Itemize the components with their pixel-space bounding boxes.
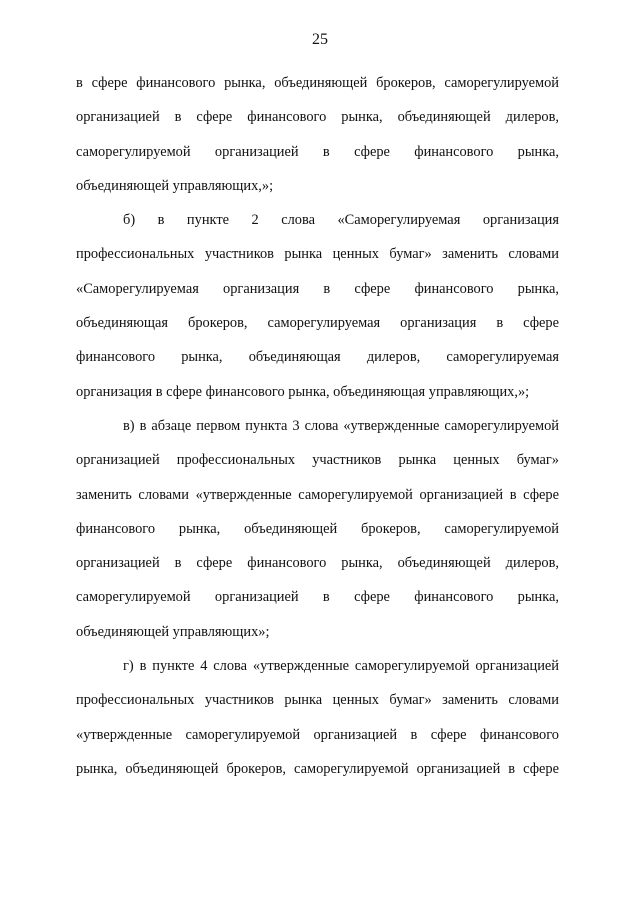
text-line: в сфере финансового рынка, объединяющей брокеров, саморегулируемой <box>76 75 559 91</box>
text-line: организацией в сфере финансового рынка, объединяющей дилеров, <box>76 109 559 126</box>
text-line: организация в сфере финансового рынка, объединяющая управляющих,»; <box>76 383 530 400</box>
document-body <box>76 66 559 786</box>
text-line: финансового рынка, объединяющая дилеров, саморегулируемая <box>76 349 559 366</box>
text-line: профессиональных участников рынка ценных бумаг» заменить словами <box>76 246 559 263</box>
text-line: организацией профессиональных участников рынка ценных бумаг» <box>76 452 559 469</box>
page-number: 25 <box>312 31 328 48</box>
paragraph-start-b: б) в пункте 2 слова «Саморегулируемая организация <box>123 212 559 229</box>
text-line: объединяющей управляющих,»; <box>76 177 274 194</box>
text-line: организацией в сфере финансового рынка, объединяющей дилеров, <box>76 555 559 572</box>
text-line: рынка, объединяющей брокеров, саморегулируемой организацией в сфере <box>76 760 559 777</box>
text-line: саморегулируемой организацией в сфере финансового рынка, <box>76 143 559 160</box>
text-line: объединяющая брокеров, саморегулируемая организация в сфере <box>76 315 559 332</box>
text-line: объединяющей управляющих»; <box>76 623 270 640</box>
paragraph-start-v: в) в абзаце первом пункта 3 слова «утвержденные саморегулируемой <box>123 417 559 434</box>
text-line: саморегулируемой организацией в сфере финансового рынка, <box>76 589 559 606</box>
text-line: финансового рынка, объединяющей брокеров, саморегулируемой <box>76 520 559 537</box>
text-line: «Саморегулируемая организация в сфере финансового рынка, <box>76 280 559 297</box>
paragraph-start-g: г) в пункте 4 слова «утвержденные саморегулируемой организацией <box>123 658 559 675</box>
text-line: заменить словами «утвержденные саморегулируемой организацией в сфере <box>76 486 559 503</box>
text-line: «утвержденные саморегулируемой организацией в сфере финансового <box>76 726 559 743</box>
text-line: профессиональных участников рынка ценных бумаг» заменить словами <box>76 692 559 709</box>
